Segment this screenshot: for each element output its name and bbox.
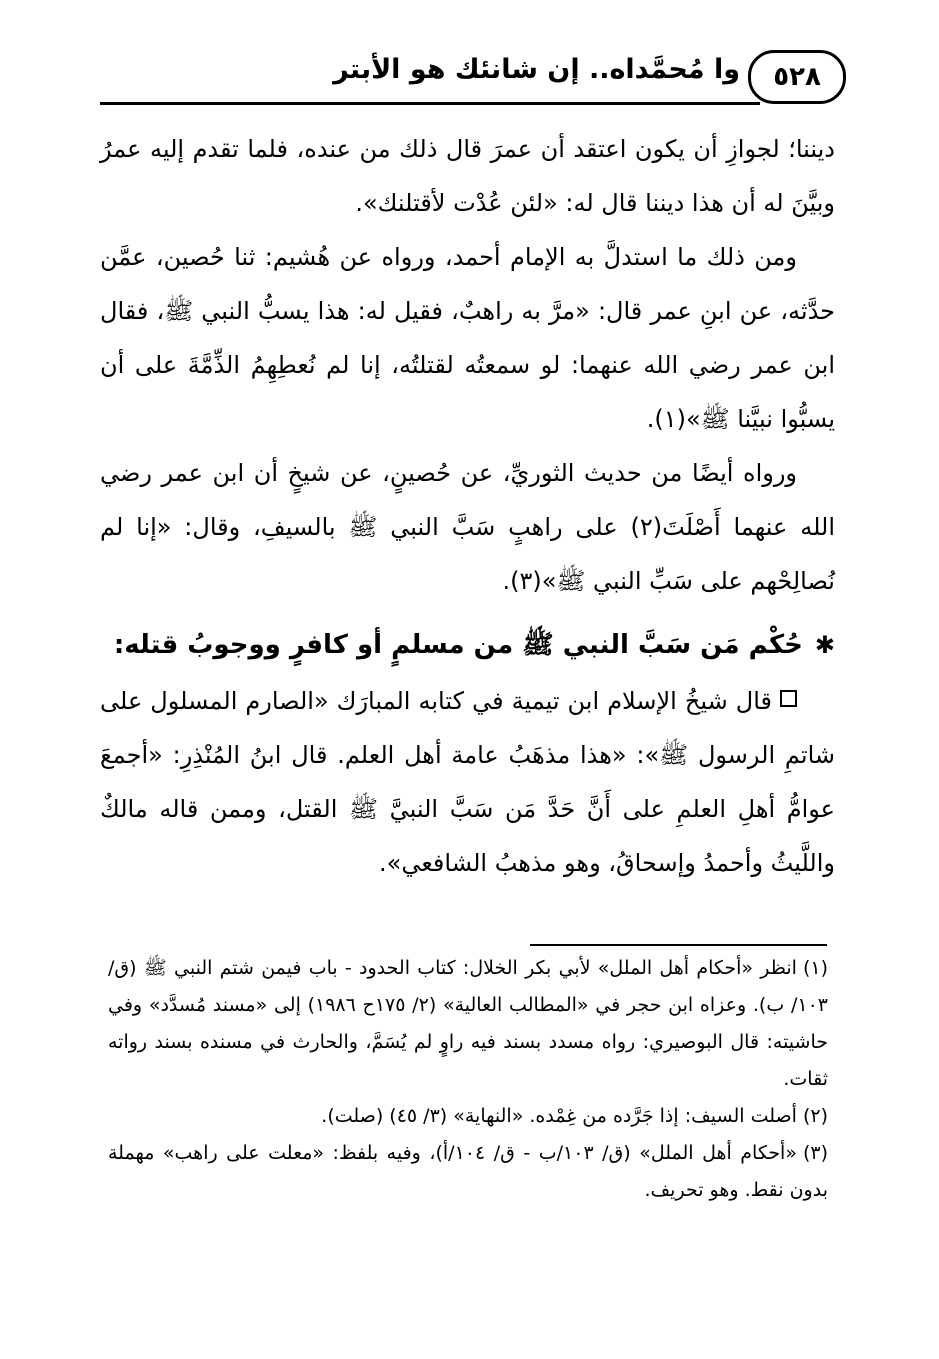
footnotes: [108, 950, 828, 1209]
section-heading-text: حُكْم مَن سَبَّ النبي ﷺ من مسلمٍ أو كافرٍ ووجوبُ قتله:: [113, 630, 803, 660]
body-text: [100, 122, 835, 890]
footnote-number: (٣): [802, 1142, 829, 1164]
section-heading: [100, 616, 835, 674]
asterisk-icon: ✱: [814, 631, 835, 659]
footnote-number: (٢): [802, 1105, 828, 1127]
footnote: [108, 950, 828, 1098]
quote-paragraph: [100, 674, 835, 890]
footnote-text: «أحكام أهل الملل» (ق/ ١٠٣/ب - ق/ ١٠٤/أ)، وفيه بلفظ: «معلت على راهب» مهملة بدون نقط. وهو تحريف.: [108, 1142, 828, 1201]
paragraph: ومن ذلك ما استدلَّ به الإمام أحمد، ورواه عن هُشيم: ثنا حُصين، عمَّن حدَّثه، عن ابنِ عمر قال: «مرَّ به راهبٌ، فقيل له: هذا يسبُّ النبي ﷺ، فقال ابن عمر رضي الله عنهما: لو سمعتُه لقتلتُه، إنا لم نُعطِهِمُ الذِّمَّةَ على أن يسبُّوا نبيَّنا ﷺ»(١).: [100, 243, 835, 433]
header-rule: [100, 102, 760, 105]
footnote: [108, 1098, 828, 1135]
page-header: [0, 40, 939, 110]
running-title: وا مُحمَّداه.. إن شانئك هو الأبتر: [333, 54, 740, 85]
quote-paragraph-text: قال شيخُ الإسلام ابن تيمية في كتابه المبارَك «الصارم المسلول على شاتمِ الرسول ﷺ»: «هذا مذهَبُ عامة أهل العلم. قال ابنُ المُنْذِرِ: «أجمعَ عوامُّ أهلِ العلمِ على أَنَّ حَدَّ مَن سَبَّ النبيَّ ﷺ القتل، وممن قاله مالكٌ واللَّيثُ وأحمدُ وإسحاقُ، وهو مذهبُ الشافعي».: [100, 687, 835, 877]
footnote-divider: [530, 944, 827, 946]
page-number: ٥٢٨: [748, 50, 846, 104]
paragraph: ديننا؛ لجوازِ أن يكون اعتقد أن عمرَ قال ذلك من عنده، فلما تقدم إليه عمرُ وبيَّنَ له أن هذا ديننا قال له: «لئن عُدْت لأقتلنك».: [100, 135, 835, 217]
footnote-number: (١): [802, 957, 828, 979]
footnote: [108, 1135, 828, 1209]
footnote-text: أصلت السيف: إذا جَرَّده من غِمْده. «النهاية» (٣/ ٤٥) (صلت).: [321, 1105, 797, 1127]
footnote-text: انظر «أحكام أهل الملل» لأبي بكر الخلال: كتاب الحدود - باب فيمن شتم النبي ﷺ (ق/ ١٠٣/ ب). وعزاه ابن حجر في «المطالب العالية» (٢/ ١٧٥ح ١٩٨٦) إلى «مسند مُسدَّد» وفي حاشيته: قال البوصيري: رواه مسدد بسند فيه راوٍ لم يُسَمَّ، والحارث في مسنده بسند رواته ثقات.: [108, 957, 828, 1090]
box-bullet-icon: [780, 690, 797, 707]
paragraph: ورواه أيضًا من حديث الثوريِّ، عن حُصينٍ، عن شيخٍ أن ابن عمر رضي الله عنهما أَصْلَتَ(٢) على راهبٍ سَبَّ النبي ﷺ بالسيفِ، وقال: «إنا لم نُصالِحْهم على سَبِّ النبي ﷺ»(٣).: [100, 459, 835, 595]
